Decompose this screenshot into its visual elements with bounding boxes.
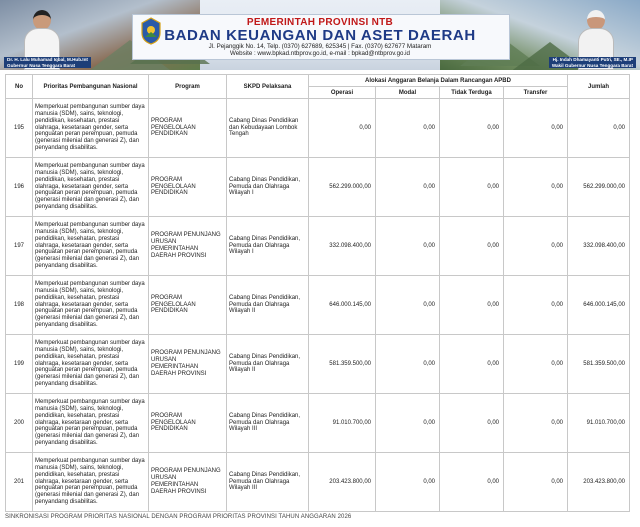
cell-operasi: 0,00 [309,99,376,158]
col-header-skpd: SKPD Pelaksana [227,75,309,99]
table-row [6,158,630,217]
cell-operasi: 646.000.145,00 [309,276,376,335]
cell-transfer: 0,00 [504,158,568,217]
col-header-prioritas: Prioritas Pembangunan Nasional [33,75,149,99]
cell-jumlah: 562.299.000,00 [568,158,630,217]
address-line: Jl. Pejanggik No. 14, Telp. (0370) 627689, 625345 | Fax. (0370) 627677 Mataram [208,43,432,50]
cell-prioritas: Memperkuat pembangunan sumber daya manusia (SDM), sains, teknologi, pendidikan, kesehatan, prestasi olahraga, kesetaraan gender, serta penguatan peran perempuan, pemuda (generasi milenial dan generasi Z), dan penyandang disabilitas. [33,394,149,453]
cell-jumlah: 91.010.700,00 [568,394,630,453]
cell-jumlah: 646.000.145,00 [568,276,630,335]
cell-program: PROGRAM PENUNJANG URUSAN PEMERINTAHAN DAERAH PROVINSI [149,217,227,276]
col-header-operasi: Operasi [309,87,376,99]
cell-jumlah: 581.359.500,00 [568,335,630,394]
cell-no: 199 [6,335,33,394]
cell-operasi: 91.010.700,00 [309,394,376,453]
cell-program: PROGRAM PENGELOLAAN PENDIDIKAN [149,158,227,217]
cell-skpd: Cabang Dinas Pendidikan, Pemuda dan Olahraga Wilayah II [227,335,309,394]
cell-skpd: Cabang Dinas Pendidikan, Pemuda dan Olahraga Wilayah I [227,217,309,276]
col-header-jumlah: Jumlah [568,75,630,99]
cell-tidak-terduga: 0,00 [440,99,504,158]
table-row [6,276,630,335]
cell-modal: 0,00 [376,394,440,453]
col-header-tidak-terduga: Tidak Terduga [440,87,504,99]
cell-modal: 0,00 [376,217,440,276]
cell-jumlah: 203.423.800,00 [568,453,630,512]
cell-skpd: Cabang Dinas Pendidikan, Pemuda dan Olahraga Wilayah III [227,394,309,453]
cell-tidak-terduga: 0,00 [440,394,504,453]
col-header-modal: Modal [376,87,440,99]
cell-modal: 0,00 [376,158,440,217]
cell-prioritas: Memperkuat pembangunan sumber daya manusia (SDM), sains, teknologi, pendidikan, kesehatan, prestasi olahraga, kesetaraan gender, serta penguatan peran perempuan, pemuda (generasi milenial dan generasi Z), dan penyandang disabilitas. [33,217,149,276]
cell-no: 197 [6,217,33,276]
government-title: PEMERINTAH PROVINSI NTB [246,17,394,28]
header-banner [0,0,640,70]
governor-name: Dr. H. Lalu Muhamad Iqbal, M.Hub.Int [7,57,88,62]
col-header-no: No [6,75,33,99]
vice-governor-title: Wakil Gubernur Nusa Tenggara Barat [551,62,633,68]
cell-transfer: 0,00 [504,217,568,276]
cell-program: PROGRAM PENGELOLAAN PENDIDIKAN [149,276,227,335]
cell-modal: 0,00 [376,453,440,512]
cell-skpd: Cabang Dinas Pendidikan, Pemuda dan Olahraga Wilayah II [227,276,309,335]
cell-operasi: 562.299.000,00 [309,158,376,217]
cell-transfer: 0,00 [504,394,568,453]
table-row [6,453,630,512]
cell-prioritas: Memperkuat pembangunan sumber daya manusia (SDM), sains, teknologi, pendidikan, kesehatan, prestasi olahraga, kesetaraan gender, serta penguatan peran perempuan, pemuda (generasi milenial dan generasi Z), dan penyandang disabilitas. [33,276,149,335]
cell-prioritas: Memperkuat pembangunan sumber daya manusia (SDM), sains, teknologi, pendidikan, kesehatan, prestasi olahraga, kesetaraan gender, serta penguatan peran perempuan, pemuda (generasi milenial dan generasi Z), dan penyandang disabilitas. [33,99,149,158]
agency-title: BADAN KEUANGAN DAN ASET DAERAH [164,27,476,44]
page-footer: SINKRONISASI PROGRAM PRIORITAS NASIONAL DENGAN PROGRAM PRIORITAS PROVINSI TAHUN ANGGARAN 2026 [5,514,352,520]
cell-no: 196 [6,158,33,217]
table-row [6,217,630,276]
cell-program: PROGRAM PENUNJANG URUSAN PEMERINTAHAN DAERAH PROVINSI [149,453,227,512]
cell-skpd: Cabang Dinas Pendidikan dan Kebudayaan Lombok Tengah [227,99,309,158]
cell-operasi: 203.423.800,00 [309,453,376,512]
governor-title: Gubernur Nusa Tenggara Barat [7,62,76,68]
col-header-alokasi: Alokasi Anggaran Belanja Dalam Rancangan APBD [309,75,568,87]
contact-line: Website : www.bpkad.ntbprov.go.id, e-mail : bpkad@ntbprov.go.id [230,50,410,57]
cell-jumlah: 332.098.400,00 [568,217,630,276]
governor-caption [4,57,91,68]
col-header-transfer: Transfer [504,87,568,99]
cell-skpd: Cabang Dinas Pendidikan, Pemuda dan Olahraga Wilayah III [227,453,309,512]
cell-operasi: 581.359.500,00 [309,335,376,394]
table-row [6,394,630,453]
cell-no: 200 [6,394,33,453]
cell-prioritas: Memperkuat pembangunan sumber daya manusia (SDM), sains, teknologi, pendidikan, kesehatan, prestasi olahraga, kesetaraan gender, serta penguatan peran perempuan, pemuda (generasi milenial dan generasi Z), dan penyandang disabilitas. [33,335,149,394]
cell-transfer: 0,00 [504,276,568,335]
cell-transfer: 0,00 [504,335,568,394]
cell-modal: 0,00 [376,99,440,158]
cell-transfer: 0,00 [504,99,568,158]
cell-tidak-terduga: 0,00 [440,453,504,512]
cell-transfer: 0,00 [504,453,568,512]
col-header-program: Program [149,75,227,99]
vice-governor-name: Hj. Indah Dhamayanti Putri, SE., M.IP [552,57,633,62]
cell-no: 198 [6,276,33,335]
cell-prioritas: Memperkuat pembangunan sumber daya manusia (SDM), sains, teknologi, pendidikan, kesehatan, prestasi olahraga, kesetaraan gender, serta penguatan peran perempuan, pemuda (generasi milenial dan generasi Z), dan penyandang disabilitas. [33,158,149,217]
table-row [6,335,630,394]
cell-program: PROGRAM PENGELOLAAN PENDIDIKAN [149,99,227,158]
cell-prioritas: Memperkuat pembangunan sumber daya manusia (SDM), sains, teknologi, pendidikan, kesehatan, prestasi olahraga, kesetaraan gender, serta penguatan peran perempuan, pemuda (generasi milenial dan generasi Z), dan penyandang disabilitas. [33,453,149,512]
cell-tidak-terduga: 0,00 [440,276,504,335]
cell-modal: 0,00 [376,276,440,335]
cell-operasi: 332.098.400,00 [309,217,376,276]
cell-no: 195 [6,99,33,158]
cell-skpd: Cabang Dinas Pendidikan, Pemuda dan Olahraga Wilayah I [227,158,309,217]
cell-tidak-terduga: 0,00 [440,158,504,217]
vice-governor-caption [549,57,636,68]
cell-tidak-terduga: 0,00 [440,335,504,394]
cell-no: 201 [6,453,33,512]
cell-program: PROGRAM PENGELOLAAN PENDIDIKAN [149,394,227,453]
cell-jumlah: 0,00 [568,99,630,158]
cell-modal: 0,00 [376,335,440,394]
budget-table [5,74,630,512]
cell-tidak-terduga: 0,00 [440,217,504,276]
cell-program: PROGRAM PENUNJANG URUSAN PEMERINTAHAN DAERAH PROVINSI [149,335,227,394]
table-row [6,99,630,158]
